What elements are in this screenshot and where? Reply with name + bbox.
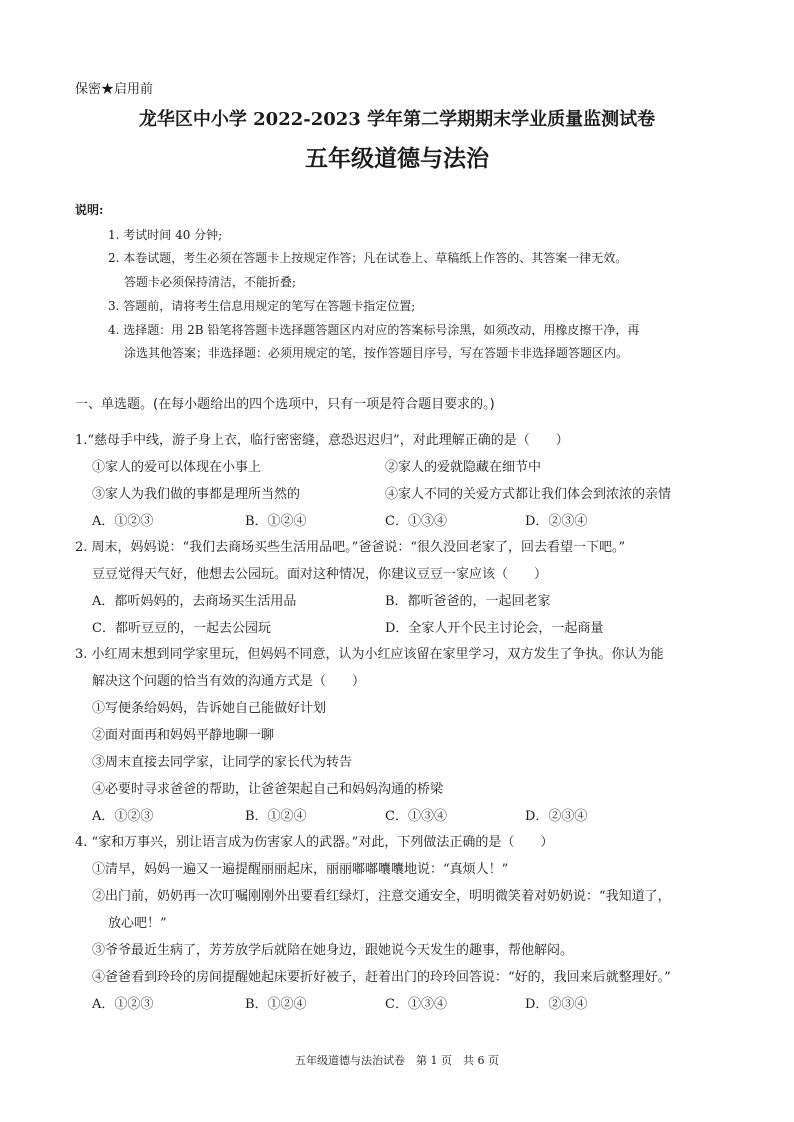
- question-4-item: 放心吧！”: [108, 916, 167, 931]
- question-4-item: ①清早，妈妈一遍又一遍提醒丽丽起床，丽丽嘟嘟囔囔地说：“真烦人！”: [92, 862, 509, 877]
- instruction-line: 2. 本卷试题，考生必须在答题卡上按规定作答；凡在试卷上、草稿纸上作答的、其答案一律无效。: [108, 251, 628, 265]
- question-4-option-d: D．②③④: [525, 997, 588, 1012]
- question-3-item: ②面对面再和妈妈平静地聊一聊: [92, 728, 275, 743]
- question-4-item: ②出门前，奶奶再一次叮嘱刚刚外出要看红绿灯，注意交通安全，明明微笑着对奶奶说：“我知道了，: [92, 889, 671, 904]
- instruction-line: 3. 答题前，请将考生信息用规定的笔写在答题卡指定位置;: [108, 299, 416, 313]
- instruction-line: 答题卡必须保持清洁，不能折叠;: [124, 275, 297, 289]
- question-1-stem: 1.“慈母手中线，游子身上衣，临行密密缝，意恐迟迟归”，对此理解正确的是（ ）: [75, 433, 569, 448]
- page-footer: 五年级道德与法治试卷 第 1 页 共 6 页: [295, 1054, 499, 1067]
- question-4-item: ③爷爷最近生病了，芳芳放学后就陪在她身边，跟她说今天发生的趣事，帮他解闷。: [92, 943, 574, 958]
- confidential-label: 保密★启用前: [75, 82, 154, 97]
- instructions-heading: 说明:: [75, 203, 104, 217]
- section-heading: 一、单选题。(在每小题给出的四个选项中，只有一项是符合题目要求的。): [75, 397, 495, 412]
- question-3-option-c: C．①③④: [385, 809, 447, 824]
- question-3-stem: 3. 小红周末想到同学家里玩，但妈妈不同意，认为小红应该留在家里学习，双方发生了争执。你认为能: [75, 647, 664, 662]
- question-4-option-c: C．①③④: [385, 997, 447, 1012]
- instruction-line: 涂选其他答案；非选择题：必须用规定的笔，按作答题目序号，写在答题卡非选择题答题区内。: [124, 346, 629, 360]
- instruction-line: 4. 选择题：用 2B 铅笔将答题卡选择题答题区内对应的答案标号涂黑，如须改动，用橡皮擦干净，再: [108, 323, 640, 337]
- question-3-stem: 解决这个问题的恰当有效的沟通方式是（ ）: [92, 674, 366, 689]
- question-2-stem: 豆豆觉得天气好，他想去公园玩。面对这种情况，你建议豆豆一家应该（ ）: [92, 567, 548, 582]
- question-2-option-c: C．都听豆豆的，一起去公园玩: [92, 621, 271, 636]
- question-1-option-a: A．①②③: [92, 514, 154, 529]
- question-2-option-d: D．全家人开个民主讨论会，一起商量: [385, 621, 604, 636]
- question-1-item: ③家人为我们做的事都是理所当然的: [92, 487, 301, 502]
- question-2-option-b: B．都听爸爸的，一起回老家: [385, 594, 551, 609]
- question-3-option-b: B．①②④: [245, 809, 307, 824]
- question-3-item: ④必要时寻求爸爸的帮助，让爸爸架起自己和妈妈沟通的桥梁: [92, 782, 444, 797]
- question-2-option-a: A．都听妈妈的，去商场买生活用品: [92, 594, 297, 609]
- question-1-item: ①家人的爱可以体现在小事上: [92, 460, 262, 475]
- question-1-item: ②家人的爱就隐藏在细节中: [385, 460, 542, 475]
- question-4-option-b: B．①②④: [245, 997, 307, 1012]
- question-3-option-d: D．②③④: [525, 809, 588, 824]
- question-4-item: ④爸爸看到玲玲的房间提醒她起床要折好被子，赶着出门的玲玲回答说：“好的，我回来后就整理好。”: [92, 970, 671, 985]
- question-2-stem: 2. 周末，妈妈说：“我们去商场买些生活用品吧。”爸爸说：“很久没回老家了，回去看望一下吧。”: [75, 540, 626, 555]
- question-3-item: ①写便条给妈妈，告诉她自己能做好计划: [92, 701, 327, 716]
- question-4-option-a: A．①②③: [92, 997, 154, 1012]
- question-1-option-b: B．①②④: [245, 514, 307, 529]
- question-3-item: ③周末直接去同学家，让同学的家长代为转告: [92, 755, 353, 770]
- question-1-option-d: D．②③④: [525, 514, 588, 529]
- exam-subject: 五年级道德与法治: [305, 145, 489, 172]
- question-1-option-c: C．①③④: [385, 514, 447, 529]
- question-4-stem: 4. “家和万事兴，别让语言成为伤害家人的武器。”对此，下列做法正确的是（ ）: [75, 835, 554, 850]
- instruction-line: 1. 考试时间 40 分钟;: [108, 228, 223, 242]
- exam-title: 龙华区中小学 2022-2023 学年第二学期期末学业质量监测试卷: [138, 109, 656, 130]
- question-3-option-a: A．①②③: [92, 809, 154, 824]
- question-1-item: ④家人不同的关爱方式都让我们体会到浓浓的亲情: [385, 487, 672, 502]
